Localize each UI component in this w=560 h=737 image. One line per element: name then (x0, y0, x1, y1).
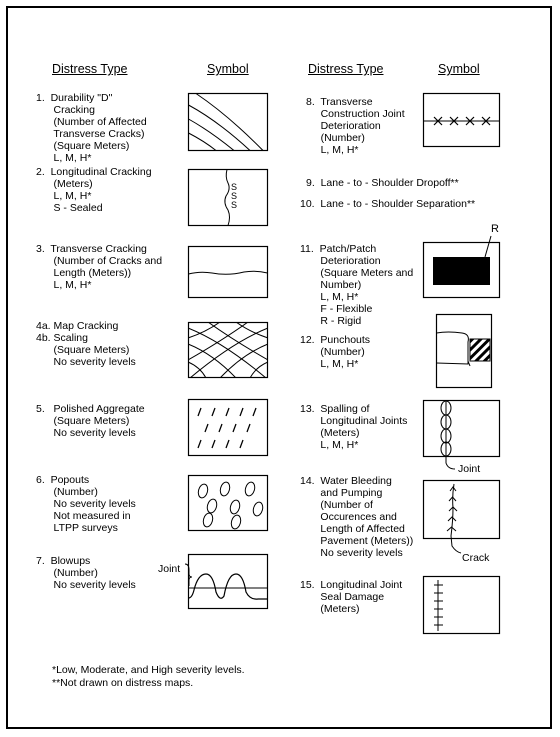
distress-item-4: 4a. Map Cracking 4b. Scaling (Square Meters) No severity levels (36, 320, 136, 368)
spalling-symbol (423, 400, 500, 457)
header-symbol-right: Symbol (438, 62, 480, 76)
header-distress-type-left: Distress Type (52, 62, 128, 76)
patch-symbol (423, 242, 500, 298)
transverse-cracking-symbol (188, 246, 268, 298)
joint-seal-damage-symbol (423, 576, 500, 634)
polished-aggregate-symbol (188, 399, 268, 456)
header-distress-type-right: Distress Type (308, 62, 384, 76)
joint-label-spalling: Joint (458, 463, 481, 475)
distress-item-1: 1. Durability "D" Cracking (Number of Affected Transverse Cracks) (Square Meters) L, M, H* (36, 92, 147, 164)
joint-label-blowup: Joint (158, 563, 181, 575)
distress-item-12: 12. Punchouts (Number) L, M, H* (300, 334, 371, 370)
distress-item-9: 9. Lane - to - Shoulder Dropoff** (306, 177, 459, 189)
blowups-symbol (188, 554, 268, 609)
sealed-s-label-3: S (231, 200, 238, 210)
sealed-s-label-2: S (231, 191, 238, 201)
distress-item-2: 2. Longitudinal Cracking (Meters) L, M, H* S - Sealed (36, 166, 152, 214)
distress-item-10: 10. Lane - to - Shoulder Separation** (300, 198, 476, 210)
rigid-r-label: R (491, 223, 499, 235)
construction-joint-symbol (423, 93, 500, 147)
distress-item-5: 5. Polished Aggregate (Square Meters) No severity levels (36, 403, 145, 439)
distress-item-6: 6. Popouts (Number) No severity levels Not measured in LTPP surveys (36, 474, 136, 534)
footnote-not-drawn: **Not drawn on distress maps. (52, 677, 194, 689)
sealed-s-label-1: S (231, 182, 238, 192)
distress-item-7: 7. Blowups (Number) No severity levels (36, 555, 136, 591)
distress-item-13: 13. Spalling of Longitudinal Joints (Meters) L, M, H* (300, 403, 408, 451)
durability-cracking-symbol (188, 93, 268, 151)
longitudinal-cracking-symbol (188, 169, 268, 226)
distress-item-8: 8. Transverse Construction Joint Deterioration (Number) L, M, H* (306, 96, 405, 156)
distress-item-3: 3. Transverse Cracking (Number of Cracks and Length (Meters)) L, M, H* (36, 243, 163, 291)
joint-brace-icon (183, 562, 195, 590)
distress-item-11: 11. Patch/Patch Deterioration (Square Meters and Number) L, M, H* F - Flexible R - Rigid (300, 243, 414, 327)
punchouts-symbol (436, 314, 492, 388)
crack-label-pumping: Crack (462, 552, 490, 564)
header-symbol-left: Symbol (207, 62, 249, 76)
footnote-severity: *Low, Moderate, and High severity levels. (52, 664, 245, 676)
map-cracking-symbol (188, 322, 268, 378)
popouts-symbol (188, 475, 268, 531)
water-bleeding-symbol (423, 480, 500, 539)
distress-item-14: 14. Water Bleeding and Pumping (Number of Occurences and Length of Affected Pavement (Meters)) No severity levels (300, 475, 414, 559)
distress-item-15: 15. Longitudinal Joint Seal Damage (Meters) (300, 579, 403, 615)
